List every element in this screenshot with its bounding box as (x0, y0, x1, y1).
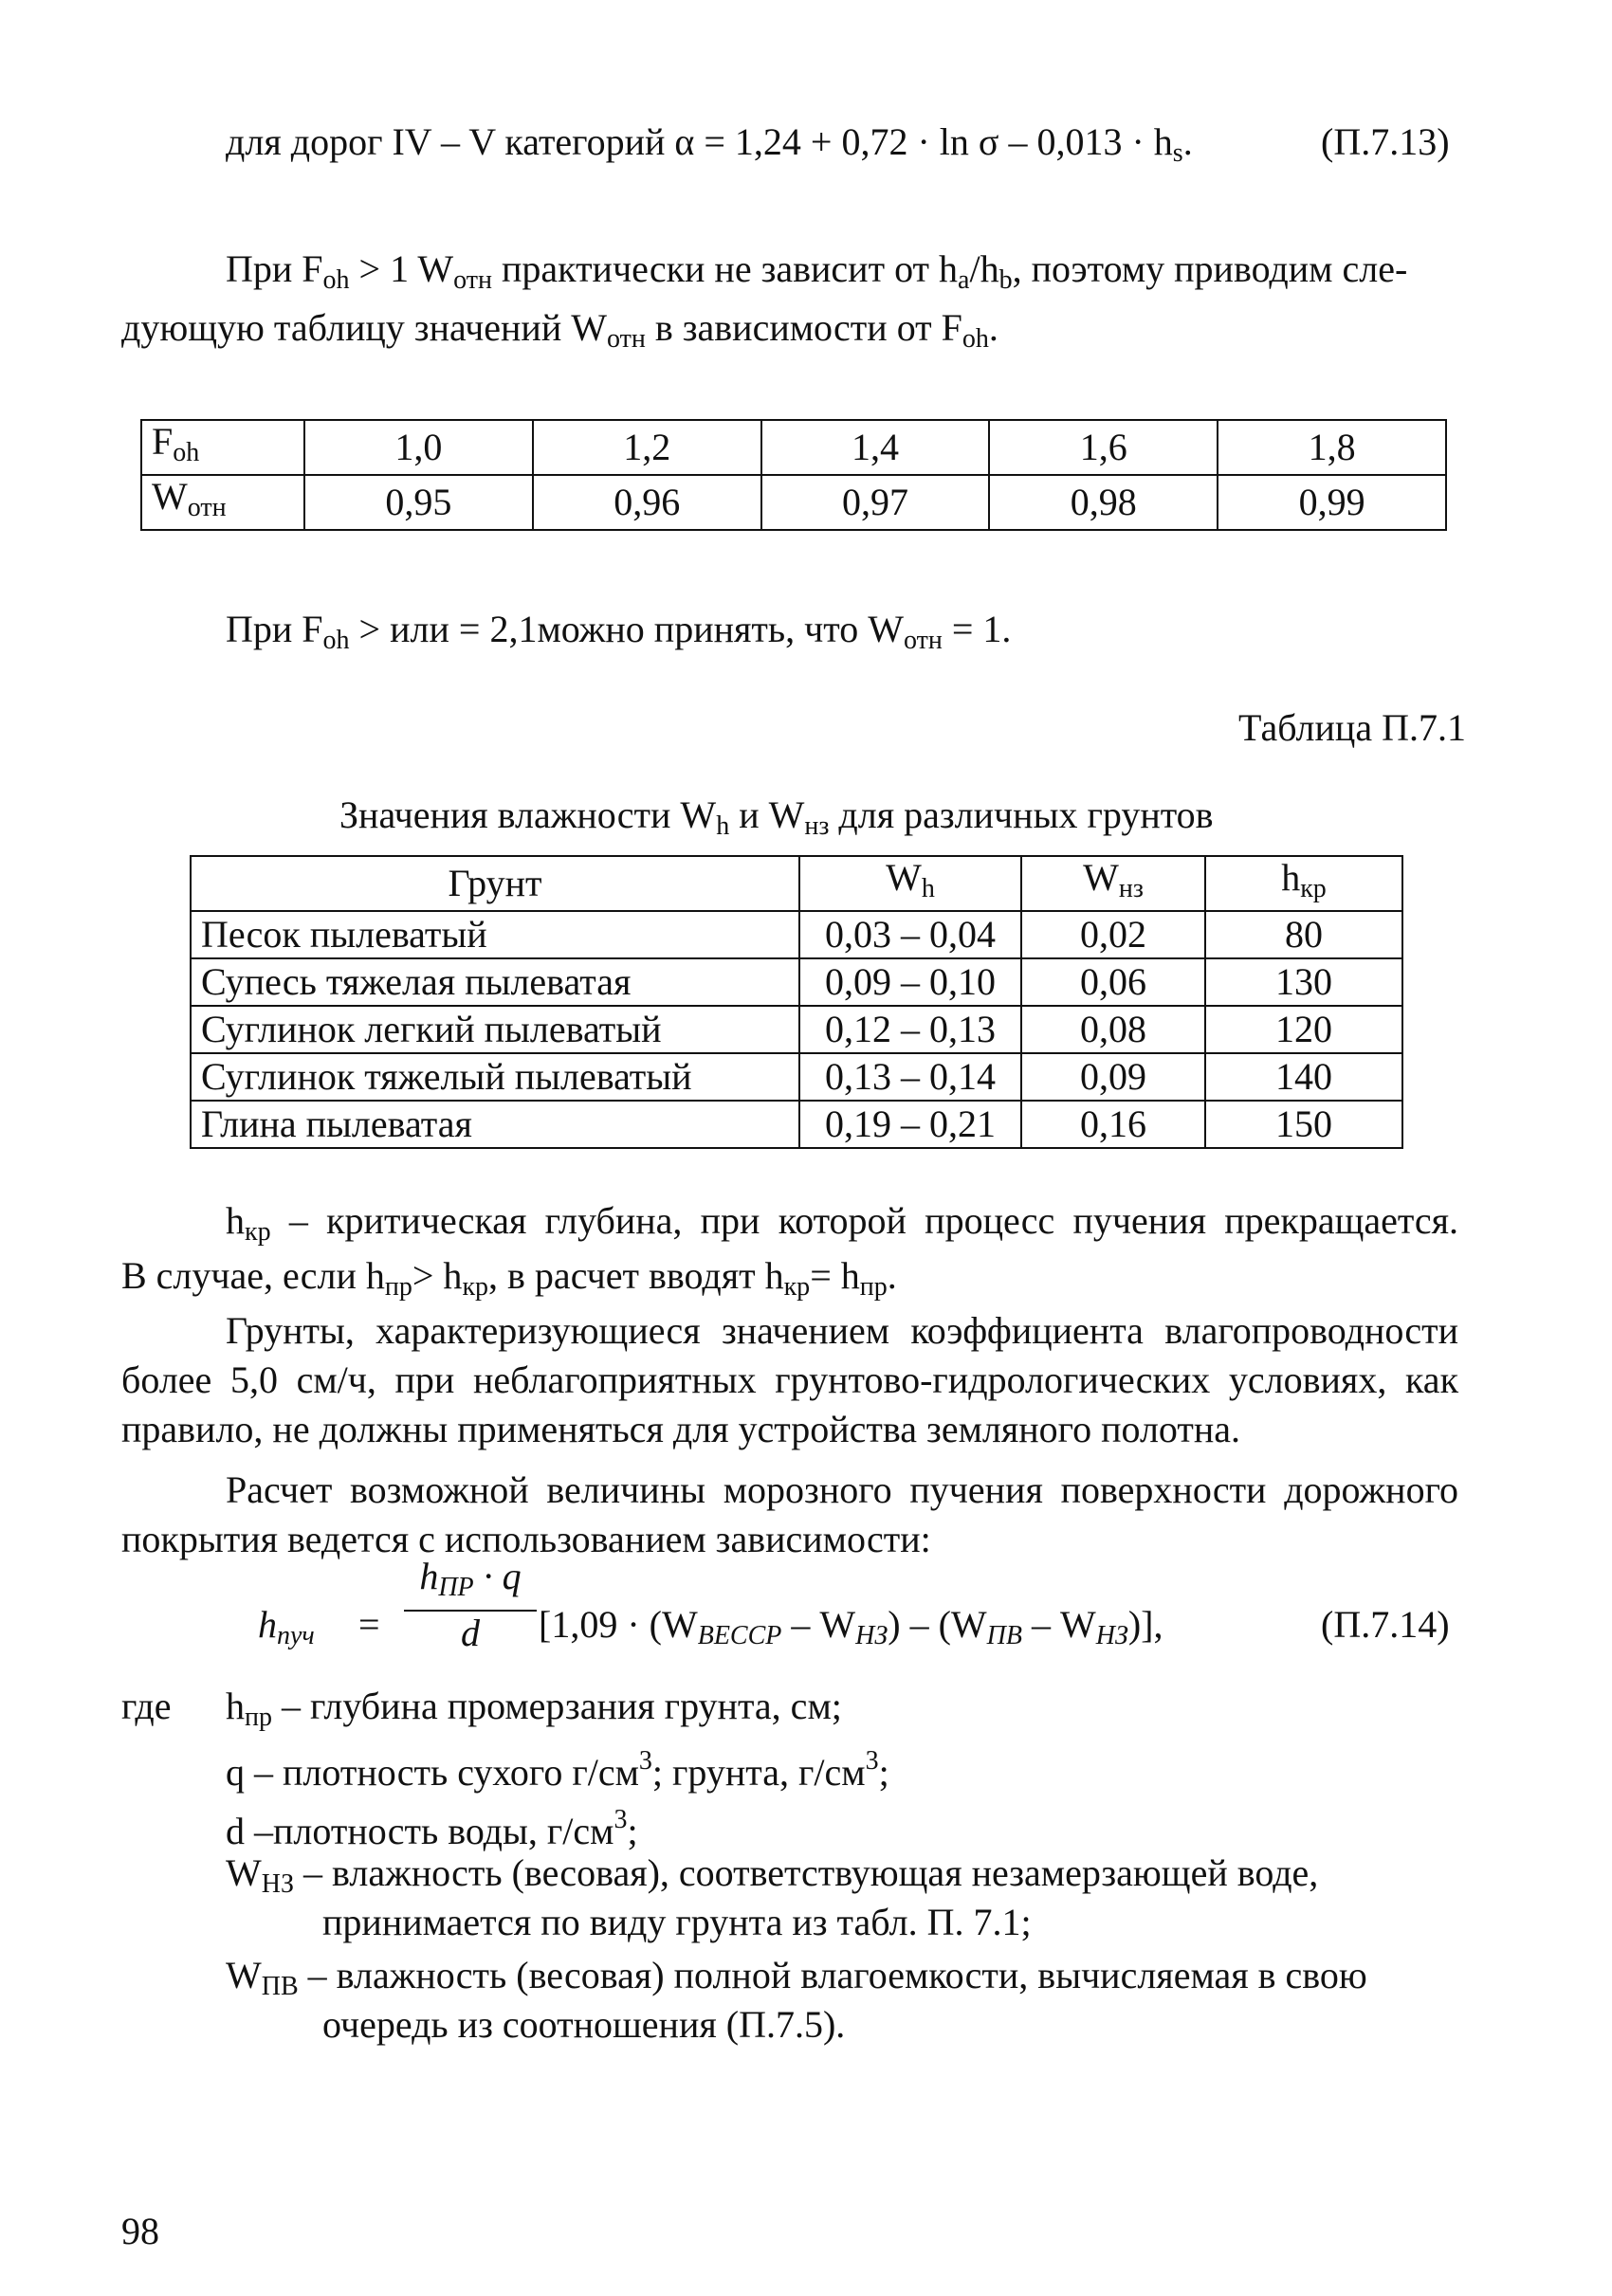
numerator (404, 1555, 537, 1612)
soil-cell: Глина пылеватая (191, 1101, 799, 1148)
subscript: ВЕССР (697, 1621, 782, 1650)
text: > 1 W (349, 247, 454, 290)
subscript: кр (245, 1217, 271, 1247)
table-cell: 0,99 (1218, 475, 1446, 530)
subscript: h (716, 811, 730, 841)
table-row (141, 420, 1446, 475)
subscript: oh (322, 265, 350, 295)
text: дующую таблицу значений W (121, 306, 607, 349)
table-cell: 0,97 (761, 475, 990, 530)
text: h (419, 1555, 439, 1597)
where-item-wnz (226, 1850, 1318, 1907)
paragraph-5-line-2: покрытия ведется с использованием зависимости: (121, 1518, 931, 1560)
subscript: пр (245, 1703, 272, 1732)
table-label: Таблица П.7.1 (1238, 706, 1466, 749)
text: – глубина промерзания грунта, см; (271, 1685, 842, 1727)
denominator: d (461, 1612, 480, 1654)
table-title (339, 793, 1214, 849)
text: Значения влажности W (339, 793, 717, 836)
equation-7-14-lhs (258, 1602, 315, 1659)
text: W (1083, 856, 1119, 899)
equation-subscript: s (1172, 138, 1183, 168)
subscript: отн (606, 324, 646, 354)
subscript: ПР (438, 1573, 474, 1602)
superscript: 3 (638, 1746, 652, 1776)
equation-number-7-14: (П.7.14) (1321, 1603, 1450, 1646)
wh-cell: 0,13 – 0,14 (799, 1053, 1021, 1101)
subscript: отн (187, 493, 227, 522)
table-cell: 1,8 (1218, 420, 1446, 475)
paragraph-4-line-2: более 5,0 см/ч, при неблагоприятных грунтово-гидрологических условиях, как (121, 1358, 1458, 1401)
wh-cell: 0,03 – 0,04 (799, 911, 1021, 958)
paragraph-2 (226, 607, 1011, 664)
text: , поэтому приводим сле- (1012, 247, 1408, 290)
where-label: где (121, 1685, 172, 1727)
text: ) – (W (888, 1603, 987, 1646)
text: h (258, 1603, 277, 1646)
text: В случае, если h (121, 1254, 385, 1297)
subscript: oh (173, 438, 200, 467)
subscript: кр (462, 1272, 489, 1302)
subscript: НЗ (855, 1621, 888, 1650)
subscript: пуч (277, 1621, 315, 1650)
equation-text: для дорог IV – V категорий α = 1,24 + 0,72 · ln σ – 0,013 · h (226, 120, 1173, 163)
table-cell: 1,4 (761, 420, 990, 475)
table-cell: 1,6 (989, 420, 1218, 475)
text: W (152, 475, 188, 518)
table-cell: 0,98 (989, 475, 1218, 530)
text: ; грунта, г/см (651, 1750, 866, 1794)
subscript: отн (903, 626, 943, 655)
subscript: a (958, 265, 970, 295)
text: При F (226, 608, 323, 650)
text: – влажность (весовая) полной влагоемкости, вычисляемая в свою (298, 1954, 1367, 1996)
table-row (141, 475, 1446, 530)
text: При F (226, 247, 323, 290)
text: ; (878, 1750, 889, 1794)
text: – W (781, 1603, 856, 1646)
paragraph-1-line-1 (226, 246, 1407, 303)
soil-cell: Песок пылеватый (191, 911, 799, 958)
text: , в расчет вводят h (488, 1254, 784, 1297)
where-item-wnz-cont: принимается по виду грунта из табл. П. 7.1; (322, 1901, 1032, 1943)
table-cell: 1,0 (304, 420, 533, 475)
text: F (152, 420, 174, 463)
equals-sign: = (358, 1603, 380, 1646)
text: . (988, 306, 998, 349)
table-cell: 0,96 (533, 475, 761, 530)
subscript: НЗ (1095, 1621, 1128, 1650)
text: практически не зависит от h (492, 247, 959, 290)
subscript: h (921, 874, 935, 903)
wh-cell: 0,09 – 0,10 (799, 958, 1021, 1006)
subscript: b (998, 265, 1013, 295)
paragraph-3-line-2 (121, 1253, 897, 1310)
text: > h (412, 1254, 463, 1297)
text: W (886, 856, 922, 899)
table-header-row (191, 856, 1402, 911)
superscript: 3 (865, 1746, 879, 1776)
table-row (191, 1101, 1402, 1148)
subscript: oh (322, 626, 350, 655)
row-header-wotn (141, 475, 304, 530)
subscript: пр (859, 1272, 888, 1302)
paragraph-5-line-1: Расчет возможной величины морозного пучения поверхности дорожного (226, 1468, 1458, 1511)
table-cell: 1,2 (533, 420, 761, 475)
row-header-foh (141, 420, 304, 475)
header-hkr (1205, 856, 1402, 911)
text: /h (969, 247, 999, 290)
text: – влажность (весовая), соответствующая незамерзающей воде, (294, 1851, 1319, 1894)
paragraph-1-line-2 (121, 305, 998, 362)
text: и W (729, 793, 805, 836)
soil-cell: Суглинок легкий пылеватый (191, 1006, 799, 1053)
subscript: ПВ (261, 1972, 299, 2001)
subscript: ПВ (986, 1621, 1022, 1650)
subscript: oh (962, 324, 989, 354)
wh-cell: 0,19 – 0,21 (799, 1101, 1021, 1148)
wnz-cell: 0,02 (1021, 911, 1205, 958)
text: W (226, 1954, 262, 1996)
wh-cell: 0,12 – 0,13 (799, 1006, 1021, 1053)
subscript: пр (384, 1272, 412, 1302)
text: > или = 2,1можно принять, что W (349, 608, 904, 650)
text: . (887, 1254, 897, 1297)
hkr-cell: 140 (1205, 1053, 1402, 1101)
where-item-wpv (226, 1953, 1367, 2010)
soil-moisture-table (190, 855, 1403, 1149)
hkr-cell: 80 (1205, 911, 1402, 958)
where-item-wpv-cont: очередь из соотношения (П.7.5). (322, 2003, 846, 2046)
text: = h (810, 1254, 860, 1297)
header-wnz (1021, 856, 1205, 911)
soil-cell: Суглинок тяжелый пылеватый (191, 1053, 799, 1101)
text: h (1281, 856, 1301, 899)
wnz-cell: 0,09 (1021, 1053, 1205, 1101)
table-row (191, 958, 1402, 1006)
text: – критическая глубина, при которой процесс пучения прекращается. (270, 1199, 1458, 1242)
table-row (191, 911, 1402, 958)
text: = 1. (942, 608, 1012, 650)
where-item-hpr (226, 1684, 842, 1740)
subscript: нз (1118, 874, 1144, 903)
equation-number-7-13: (П.7.13) (1321, 120, 1450, 163)
where-item-q (226, 1739, 889, 1795)
text: h (226, 1199, 245, 1242)
wnz-cell: 0,08 (1021, 1006, 1205, 1053)
soil-cell: Супесь тяжелая пылеватая (191, 958, 799, 1006)
text: в зависимости от F (645, 306, 962, 349)
text: · q (473, 1555, 522, 1597)
fraction (404, 1555, 537, 1655)
wnz-cell: 0,16 (1021, 1101, 1205, 1148)
table-cell: 0,95 (304, 475, 533, 530)
equation-7-13 (226, 119, 1193, 176)
paragraph-4-line-3: правило, не должны применяться для устройства земляного полотна. (121, 1408, 1241, 1450)
paragraph-3-line-1 (226, 1198, 1458, 1255)
where-item-d (226, 1797, 638, 1854)
page-number: 98 (121, 2210, 159, 2252)
subscript: кр (1300, 874, 1327, 903)
header-wh (799, 856, 1021, 911)
subscript: НЗ (261, 1869, 295, 1899)
text: d –плотность воды, г/см (226, 1809, 614, 1852)
subscript: нз (804, 811, 830, 841)
text: )], (1127, 1603, 1163, 1646)
foh-wotn-table (140, 419, 1447, 531)
text: ; (627, 1809, 638, 1852)
table-row (191, 1006, 1402, 1053)
hkr-cell: 150 (1205, 1101, 1402, 1148)
equation-7-14-body (539, 1602, 1163, 1659)
text: [1,09 · (W (539, 1603, 698, 1646)
equation-tail: . (1182, 120, 1193, 163)
wnz-cell: 0,06 (1021, 958, 1205, 1006)
text: q – плотность сухого г/см (226, 1750, 639, 1794)
hkr-cell: 130 (1205, 958, 1402, 1006)
text: W (226, 1851, 262, 1894)
text: – W (1021, 1603, 1096, 1646)
paragraph-4-line-1: Грунты, характеризующиеся значением коэффициента влагопроводности (226, 1309, 1458, 1352)
table-row (191, 1053, 1402, 1101)
subscript: отн (453, 265, 492, 295)
superscript: 3 (614, 1805, 628, 1834)
text: h (226, 1685, 245, 1727)
header-soil: Грунт (191, 856, 799, 911)
hkr-cell: 120 (1205, 1006, 1402, 1053)
text: для различных грунтов (829, 793, 1214, 836)
subscript: кр (783, 1272, 811, 1302)
